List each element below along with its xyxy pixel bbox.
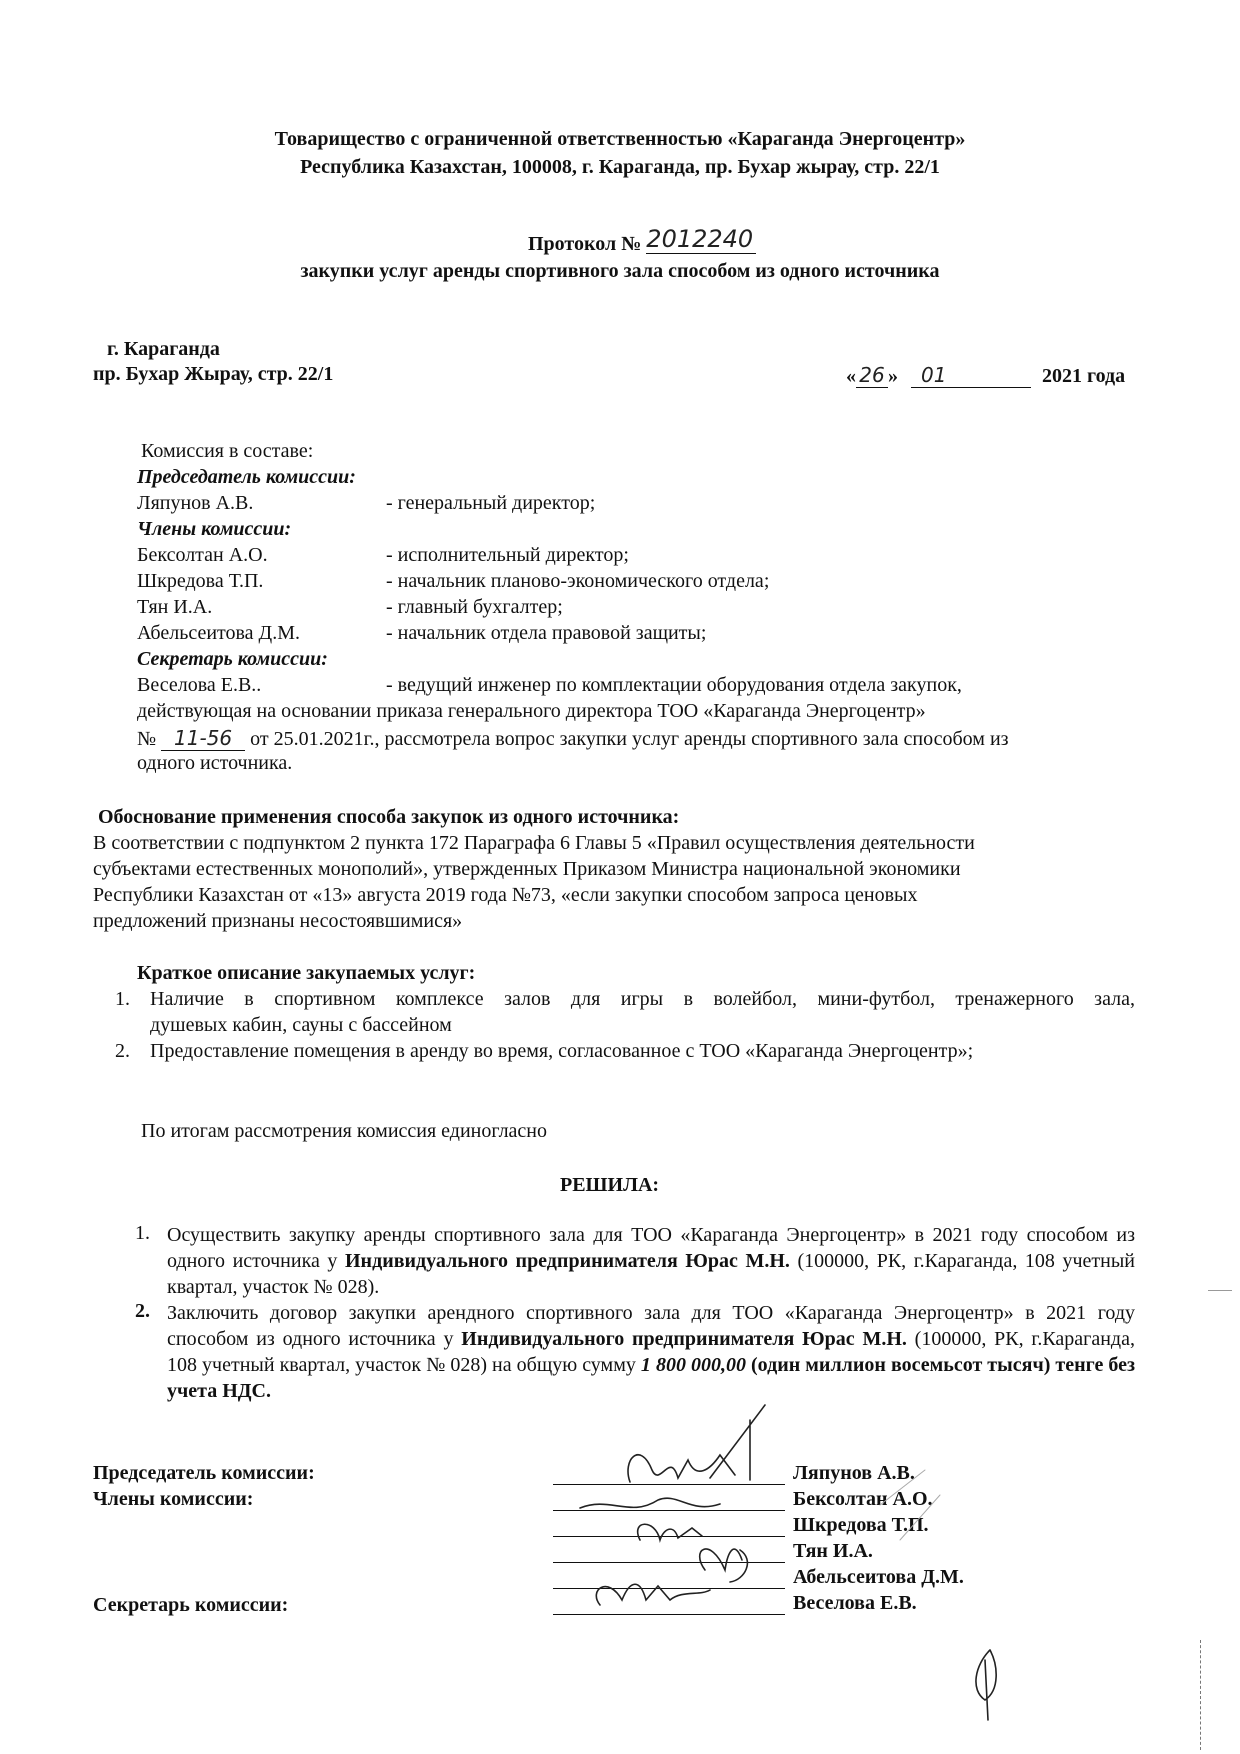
sig-label-chair: Председатель комиссии: (93, 1462, 315, 1484)
secretary-name: Веселова Е.В.. (137, 674, 262, 696)
decision-text: Заключить договор закупки арендного спортивного зала для ТОО «Караганда Энергоцентр» в 2021 году способом из одного источника у (167, 1302, 1135, 1350)
member-role: - начальник отдела правовой защиты; (386, 622, 707, 644)
signature-secretary (596, 1584, 710, 1605)
protocol-subtitle: закупки услуг аренды спортивного зала способом из одного источника (300, 260, 940, 282)
org-address: Республика Казахстан, 100008, г. Караганда, пр. Бухар жырау, стр. 22/1 (300, 156, 940, 178)
justification-heading: Обоснование применения способа закупок из одного источника: (98, 806, 680, 828)
date-day: 26 (856, 363, 888, 388)
list-item-text: Наличие в спортивном комплексе залов для игры в волейбол, мини-футбол, тренажерного зала, (150, 988, 1135, 1010)
justification-line: предложений признаны несостоявшимися» (93, 910, 463, 932)
member-role: - главный бухгалтер; (386, 596, 563, 618)
protocol-label: Протокол № (528, 233, 642, 255)
chair-name: Ляпунов А.В. (137, 492, 254, 514)
justification-line: субъектами естественных монополий», утвержденных Приказом Министра национальной экономики (93, 858, 961, 880)
signature-member (580, 1498, 720, 1508)
signature-chair (628, 1455, 735, 1482)
secretary-heading: Секретарь комиссии: (137, 648, 328, 670)
protocol-number: 2012240 (646, 225, 756, 254)
members-heading: Члены комиссии: (137, 518, 292, 540)
order-prefix: № (137, 728, 157, 750)
member-role: - начальник планово-экономического отдела; (386, 570, 770, 592)
list-item-number: 2. (115, 1040, 130, 1062)
signer-name: Тян И.А. (793, 1540, 873, 1562)
signature-member (700, 1549, 742, 1570)
list-item-text: Предоставление помещения в аренду во время, согласованное с ТОО «Караганда Энергоцентр»; (150, 1040, 974, 1062)
signer-name: Бексолтан А.О. (793, 1488, 933, 1510)
scan-edge-mark (1200, 1640, 1203, 1750)
decision-item (167, 1222, 1135, 1300)
decision-heading: РЕШИЛА: (560, 1174, 660, 1196)
member-name: Абельсеитова Д.М. (137, 622, 300, 644)
decision-number: 1. (135, 1222, 150, 1244)
date-open-quote: « (846, 365, 856, 387)
member-role: - исполнительный директор; (386, 544, 629, 566)
commission-intro: Комиссия в составе: (141, 440, 314, 462)
decision-amount-words: (один миллион восемьсот тысяч) тенге без учета НДС. (167, 1354, 1136, 1402)
justification-line: В соответствии с подпунктом 2 пункта 172 Параграфа 6 Главы 5 «Правил осуществления деятельности (93, 832, 975, 854)
signer-name: Абельсеитова Д.М. (793, 1566, 964, 1588)
date-close-quote: » (888, 365, 898, 387)
date-month: 01 (911, 363, 1031, 388)
decision-item (167, 1300, 1135, 1404)
document-date (846, 363, 1125, 388)
signature-member (638, 1524, 702, 1540)
margin-initial (976, 1650, 996, 1720)
justification-line: Республики Казахстан от «13» августа 2019 года №73, «если закупки способом запроса ценовых (93, 884, 918, 906)
org-name: Товарищество с ограниченной ответственностью «Караганда Энергоцентр» (274, 128, 966, 150)
basis-line-1: действующая на основании приказа генерального директора ТОО «Караганда Энергоцентр» (137, 700, 926, 722)
basis-text: от 25.01.2021г., рассмотрела вопрос закупки услуг аренды спортивного зала способом из (250, 728, 1009, 750)
order-number: 11-56 (161, 726, 245, 751)
basis-line-2 (137, 726, 1009, 751)
signature-stroke (880, 1470, 940, 1540)
list-item-text: душевых кабин, сауны с бассейном (150, 1014, 452, 1036)
date-year: 2021 года (1042, 365, 1126, 387)
signer-name: Ляпунов А.В. (793, 1462, 915, 1484)
chair-heading: Председатель комиссии: (137, 466, 356, 488)
place-city: г. Караганда (107, 338, 220, 360)
decision-supplier: Индивидуального предпринимателя Юрас М.Н. (345, 1250, 790, 1272)
decision-number: 2. (135, 1300, 150, 1322)
decision-text: Осуществить закупку аренды спортивного зала для ТОО «Караганда Энергоцентр» в 2021 году способом из одного источника у (167, 1224, 1135, 1272)
protocol-title (528, 225, 756, 257)
chair-role: - генеральный директор; (386, 492, 596, 514)
conclusion-text: По итогам рассмотрения комиссия единогласно (141, 1120, 548, 1142)
sig-label-secretary: Секретарь комиссии: (93, 1594, 289, 1616)
decision-text: (100000, РК, г.Караганда, 108 учетный квартал, участок № 028) на общую сумму (167, 1328, 1135, 1376)
decision-text: (100000, РК, г.Караганда, 108 учетный квартал, участок № 028). (167, 1250, 1135, 1298)
signer-name: Веселова Е.В. (793, 1592, 917, 1614)
list-item-number: 1. (115, 988, 130, 1010)
signature-stroke (730, 1550, 747, 1582)
signer-name: Шкредова Т.П. (793, 1514, 929, 1536)
decision-supplier: Индивидуального предпринимателя Юрас М.Н. (461, 1328, 907, 1350)
signature-stroke (710, 1405, 765, 1480)
secretary-role: - ведущий инженер по комплектации оборудования отдела закупок, (386, 674, 962, 696)
sig-label-members: Члены комиссии: (93, 1488, 254, 1510)
description-heading: Краткое описание закупаемых услуг: (137, 962, 476, 984)
member-name: Тян И.А. (137, 596, 213, 618)
member-name: Шкредова Т.П. (137, 570, 264, 592)
basis-line-3: одного источника. (137, 752, 293, 774)
scan-edge-mark (1208, 1290, 1232, 1291)
handwritten-signatures (560, 1400, 1000, 1730)
member-name: Бексолтан А.О. (137, 544, 268, 566)
place-address: пр. Бухар Жырау, стр. 22/1 (93, 363, 334, 385)
decision-amount: 1 800 000,00 (640, 1354, 746, 1376)
